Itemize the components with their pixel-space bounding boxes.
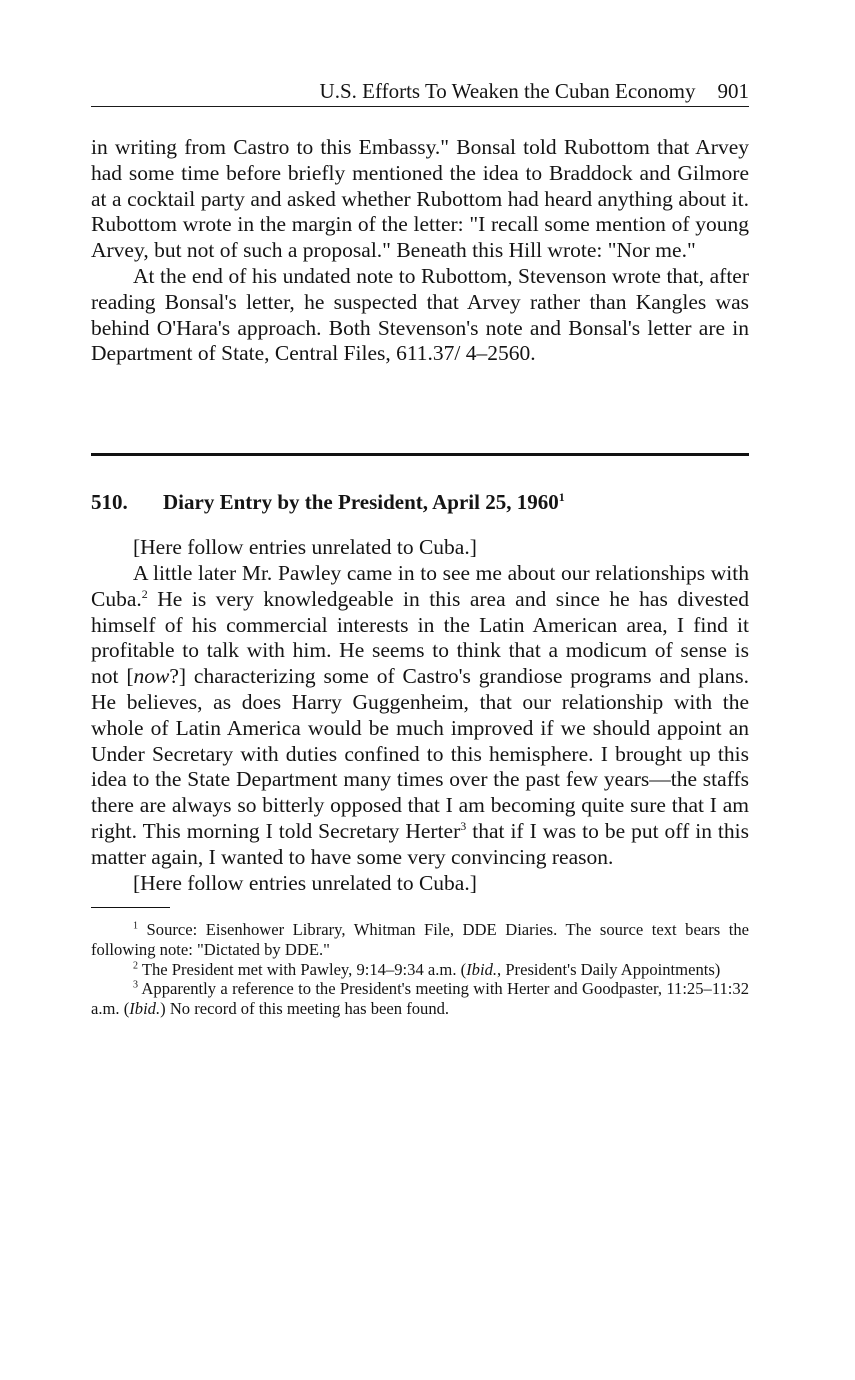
diary-entry (91, 535, 749, 896)
footnote-1 (91, 920, 749, 959)
diary-text-italic: now (133, 664, 170, 689)
diary-text-d: ?] characterizing some of Castro's grandiose programs and plans. He believes, as does Harry Guggenheim, that our relationship with the whole of Latin America would be much improved if we should appoint an Under Secretary with duties confined to this hemisphere. I brought up this idea to the State Department many times over the past few years—the staffs there are always so bitterly opposed that I am becoming quite sure that I am right. This morning I told Secretary Herter (91, 664, 749, 843)
continued-paragraph-1: in writing from Castro to this Embassy." Bonsal told Rubottom that Arvey had some time before briefly mentioned the idea to Braddock and Gilmore at a cocktail party and asked whether Rubottom had heard anything about it. Rubottom wrote in the margin of the letter: "I recall some mention of young Arvey, but not of such a proposal." Beneath this Hill wrote: "Nor me." (91, 135, 749, 263)
footnote-2-text-a: The President met with Pawley, 9:14–9:34 a.m. ( (138, 959, 467, 979)
document-title-wrap (163, 489, 565, 515)
editorial-note-close: [Here follow entries unrelated to Cuba.] (133, 870, 477, 895)
footnote-marker-3: 3 (133, 979, 138, 991)
diary-text-b: He is very knowledgeable in this area and since he has divested himself of his commercial interests in the Latin American area, I find it profitable to talk with him. He seems to think that a modicum of sense is not [ (91, 586, 749, 689)
footnote-marker-2: 2 (133, 960, 138, 972)
diary-paragraph (91, 561, 749, 871)
running-head (91, 78, 749, 107)
footnote-3-text-b: ) No record of this meeting has been found. (160, 999, 450, 1019)
footnote-ref-1: 1 (558, 490, 565, 505)
footnote-3-text-a: Apparently a reference to the President's meeting with Herter and Goodpaster, 11:25–11:32 a.m. ( (91, 979, 749, 1019)
page-number: 901 (717, 79, 749, 103)
footnote-3 (91, 979, 749, 1018)
page (91, 78, 749, 1019)
section-divider (91, 453, 749, 456)
continued-note (91, 135, 749, 367)
footnote-rule (91, 907, 170, 908)
footnote-1-text: Source: Eisenhower Library, Whitman File, DDE Diaries. The source text bears the following note: "Dictated by DDE." (91, 920, 749, 960)
running-head-title: U.S. Efforts To Weaken the Cuban Economy (319, 79, 696, 103)
footnote-2-italic: Ibid. (466, 959, 498, 979)
editorial-note-open: [Here follow entries unrelated to Cuba.] (133, 535, 477, 560)
continued-paragraph-2: At the end of his undated note to Rubottom, Stevenson wrote that, after reading Bonsal's letter, he suspected that Arvey rather than Kangles was behind O'Hara's approach. Both Stevenson's note and Bonsal's letter are in Department of State, Central Files, 611.37/ 4–2560. (91, 263, 749, 366)
footnote-ref-3: 3 (460, 818, 467, 833)
document-heading (91, 489, 749, 515)
footnote-3-italic: Ibid. (129, 999, 161, 1019)
footnote-marker-1: 1 (133, 920, 138, 932)
diary-text-a: A little later Mr. Pawley came in to see me about our relationships with Cuba. (91, 560, 749, 611)
diary-text-e: that if I was to be put off in this matter again, I wanted to have some very convincing reason. (91, 818, 749, 869)
footnote-2-text-b: , President's Daily Appointments) (497, 959, 721, 979)
document-title: Diary Entry by the President, April 25, 1960 (163, 490, 559, 515)
footnote-2 (91, 960, 749, 980)
footnote-ref-2: 2 (141, 586, 148, 601)
document-number: 510. (91, 490, 128, 515)
footnotes (91, 920, 749, 1019)
